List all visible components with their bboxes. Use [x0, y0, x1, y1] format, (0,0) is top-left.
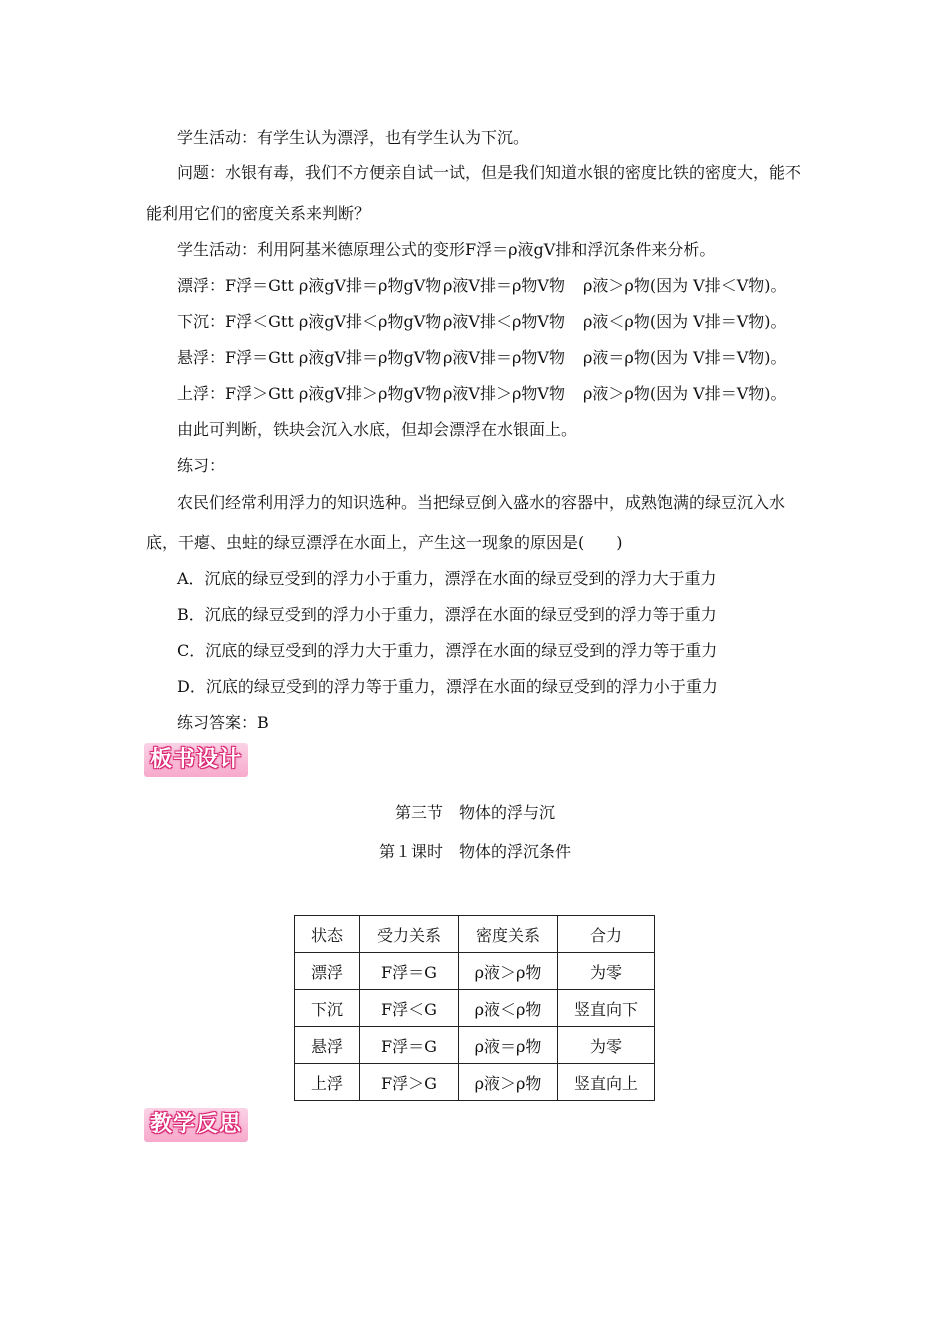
formula-label: 上浮：: [177, 384, 226, 403]
student-activity-formula-line: [177, 240, 715, 260]
table-header-cell: 受力关系: [360, 916, 459, 953]
formula-row-floating: [177, 276, 787, 296]
board-design-heading: 板书设计: [144, 743, 248, 777]
table-row: [295, 1064, 655, 1101]
table-cell: 下沉: [295, 990, 360, 1027]
table-cell: 竖直向下: [558, 990, 655, 1027]
table-cell: F浮＜G: [360, 990, 459, 1027]
table-cell: F浮＝G: [360, 1027, 459, 1064]
formula-label: 下沉：: [177, 312, 226, 331]
option-a: A．沉底的绿豆受到的浮力小于重力，漂浮在水面的绿豆受到的浮力大于重力: [177, 569, 717, 588]
table-cell: 为零: [558, 953, 655, 990]
table-cell: 为零: [558, 1027, 655, 1064]
table-cell: ρ液＜ρ物: [459, 990, 558, 1027]
teaching-reflection-banner: [144, 1108, 536, 1142]
table-row: [295, 1027, 655, 1064]
volume-formula: ρ液V排＝ρ物V物: [443, 276, 565, 295]
student-activity-line: 学生活动：有学生认为漂浮，也有学生认为下沉。: [177, 128, 530, 147]
teaching-reflection-heading: 教学反思: [144, 1108, 248, 1142]
question-line-2: 能利用它们的密度关系来判断？: [146, 204, 371, 223]
table-cell: F浮＝G: [360, 953, 459, 990]
table-row: [295, 990, 655, 1027]
formula-label: 漂浮：: [177, 276, 226, 295]
archimedes-formula: F浮＝ρ液gV排: [465, 240, 572, 259]
table-cell: ρ液＞ρ物: [459, 1064, 558, 1101]
density-formula: ρ液＞ρ物(因为 V排＝V物)。: [583, 384, 787, 403]
question-line-1: 问题：水银有毒，我们不方便亲自试一试，但是我们知道水银的密度比铁的密度大，能不: [177, 163, 802, 182]
table-cell: 竖直向上: [558, 1064, 655, 1101]
section-title: 第三节 物体的浮与沉: [394, 803, 555, 822]
exercise-line-1: 农民们经常利用浮力的知识选种。当把绿豆倒入盛水的容器中，成熟饱满的绿豆沉入水: [177, 493, 786, 512]
force-formula: F浮＞Gtt ρ液gV排＞ρ物gV物: [225, 384, 442, 403]
table-cell: 悬浮: [295, 1027, 360, 1064]
table-cell: ρ液＞ρ物: [459, 953, 558, 990]
exercise-label: 练习：: [177, 456, 226, 475]
formula-row-suspended: [177, 348, 787, 368]
density-formula: ρ液＜ρ物(因为 V排＝V物)。: [583, 312, 787, 331]
table-cell: 上浮: [295, 1064, 360, 1101]
exercise-answer: 练习答案：B: [177, 713, 269, 732]
table-cell: F浮＞G: [360, 1064, 459, 1101]
table-cell: 漂浮: [295, 953, 360, 990]
option-b: B．沉底的绿豆受到的浮力小于重力，漂浮在水面的绿豆受到的浮力等于重力: [177, 605, 717, 624]
conclusion-line: 由此可判断，铁块会沉入水底，但却会漂浮在水银面上。: [177, 420, 578, 439]
force-formula: F浮＝Gtt ρ液gV排＝ρ物gV物: [225, 276, 442, 295]
volume-formula: ρ液V排＞ρ物V物: [443, 384, 565, 403]
table-header-row: [295, 916, 655, 953]
option-d: D．沉底的绿豆受到的浮力等于重力，漂浮在水面的绿豆受到的浮力小于重力: [177, 677, 718, 696]
formula-label: 悬浮：: [177, 348, 226, 367]
volume-formula: ρ液V排＜ρ物V物: [443, 312, 565, 331]
density-formula: ρ液＝ρ物(因为 V排＝V物)。: [583, 348, 787, 367]
buoyancy-summary-table: [294, 915, 655, 1101]
lesson-title: 第１课时 物体的浮沉条件: [378, 842, 571, 861]
table-row: [295, 953, 655, 990]
force-formula: F浮＝Gtt ρ液gV排＝ρ物gV物: [225, 348, 442, 367]
volume-formula: ρ液V排＝ρ物V物: [443, 348, 565, 367]
formula-row-sinking: [177, 312, 787, 332]
force-formula: F浮＜Gtt ρ液gV排＜ρ物gV物: [225, 312, 442, 331]
exercise-line-2: 底，干瘪、虫蛀的绿豆漂浮在水面上，产生这一现象的原因是( ): [146, 533, 623, 552]
activity-suffix: 和浮沉条件来分析。: [571, 240, 716, 259]
activity-prefix: 学生活动：利用阿基米德原理公式的变形: [177, 240, 466, 259]
table-header-cell: 密度关系: [459, 916, 558, 953]
board-design-banner: [144, 743, 536, 777]
option-c: C．沉底的绿豆受到的浮力大于重力，漂浮在水面的绿豆受到的浮力等于重力: [177, 641, 718, 660]
table-cell: ρ液＝ρ物: [459, 1027, 558, 1064]
table-header-cell: 合力: [558, 916, 655, 953]
formula-row-rising: [177, 384, 787, 404]
density-formula: ρ液＞ρ物(因为 V排＜V物)。: [583, 276, 787, 295]
table-header-cell: 状态: [295, 916, 360, 953]
